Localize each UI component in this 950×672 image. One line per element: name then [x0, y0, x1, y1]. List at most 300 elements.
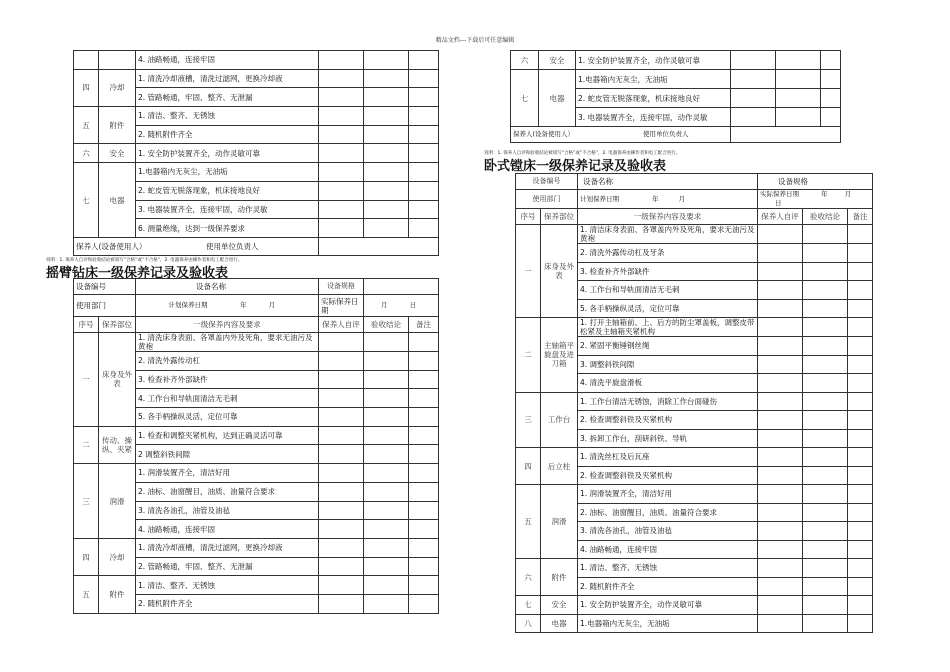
acceptance-cell[interactable] — [364, 200, 409, 219]
item-number: 三 — [516, 392, 541, 448]
item-part: 安全 — [539, 51, 576, 70]
item-requirement: 1. 清洗冷却液槽，清洗过滤网，更换冷却液 — [136, 69, 319, 88]
item-part: 床身及外表 — [99, 333, 136, 427]
user-dept-signature[interactable] — [731, 127, 841, 143]
self-eval-cell[interactable] — [758, 466, 803, 485]
item-requirement: 3. 拆卸工作台，刮研斜铁、导轨 — [578, 429, 758, 448]
item-requirement: 3. 清洗各油孔，油管及油毡 — [136, 501, 319, 520]
remark-cell[interactable] — [409, 69, 439, 88]
self-eval-cell[interactable] — [758, 540, 803, 559]
item-requirement: 1.电器箱内无灰尘，无油垢 — [136, 163, 319, 182]
acceptance-cell[interactable] — [776, 51, 821, 70]
actual-year: 年 — [821, 190, 828, 198]
user-dept-label: 使用单位负责人 — [643, 130, 689, 138]
self-eval-cell[interactable] — [731, 89, 776, 108]
self-eval-cell[interactable] — [319, 426, 364, 445]
left-note: 说明：1. 保养人自评和验收结论被项写“合格”或“不合格”，2. 电器保养由操作者和电工配合进行。 — [46, 258, 243, 263]
self-eval-cell[interactable] — [758, 596, 803, 615]
self-eval-cell[interactable] — [319, 538, 364, 557]
self-eval-cell[interactable] — [319, 520, 364, 539]
item-requirement: 1. 清洗床身表面、各罩盖内外及死角，要求无油污及黄袍 — [136, 333, 319, 352]
remark-cell[interactable] — [821, 108, 841, 127]
acceptance-cell[interactable] — [364, 370, 409, 389]
item-requirement: 5. 各手柄操纵灵活，定位可靠 — [578, 299, 758, 318]
remark-cell[interactable] — [409, 181, 439, 200]
acceptance-cell[interactable] — [803, 374, 848, 393]
maintainer-label: 保养人(设备使用人） — [76, 241, 147, 251]
acceptance-cell[interactable] — [364, 163, 409, 182]
col-content: 一级保养内容及要求 — [136, 317, 319, 333]
item-number: 四 — [516, 448, 541, 485]
self-eval-cell[interactable] — [319, 200, 364, 219]
item-requirement: 2. 清洗外露传动杠及牙条 — [578, 244, 758, 263]
remark-cell[interactable] — [848, 244, 873, 263]
actual-date-label: 实际保养日期 — [760, 190, 799, 198]
item-part — [99, 51, 136, 70]
self-eval-cell[interactable] — [758, 485, 803, 504]
right-form-title: 卧式镗床一级保养记录及验收表 — [484, 159, 667, 174]
self-eval-cell[interactable] — [758, 355, 803, 374]
remark-cell[interactable] — [848, 392, 873, 411]
acceptance-cell[interactable] — [364, 464, 409, 483]
self-eval-cell[interactable] — [319, 107, 364, 126]
self-eval-cell[interactable] — [319, 501, 364, 520]
item-part: 附件 — [99, 107, 136, 144]
remark-cell[interactable] — [409, 557, 439, 576]
self-eval-cell[interactable] — [758, 577, 803, 596]
remark-cell[interactable] — [848, 299, 873, 318]
self-eval-cell[interactable] — [731, 108, 776, 127]
remark-cell[interactable] — [409, 501, 439, 520]
acceptance-cell[interactable] — [364, 389, 409, 408]
self-eval-cell[interactable] — [758, 374, 803, 393]
acceptance-cell[interactable] — [364, 69, 409, 88]
item-number: 六 — [516, 559, 541, 596]
self-eval-cell[interactable] — [319, 88, 364, 107]
acceptance-cell[interactable] — [803, 225, 848, 244]
acceptance-cell[interactable] — [364, 107, 409, 126]
item-part: 主轴箱平旋盘及进刀箱 — [541, 318, 578, 393]
item-requirement: 4. 工作台和导轨面清洁无毛刺 — [136, 389, 319, 408]
item-requirement: 1. 工作台清洁无锈蚀，消除工作台面碰伤 — [578, 392, 758, 411]
self-eval-cell[interactable] — [758, 225, 803, 244]
self-eval-cell[interactable] — [319, 445, 364, 464]
device-spec-label: 设备规格 — [758, 174, 873, 190]
self-eval-cell[interactable] — [758, 448, 803, 467]
remark-cell[interactable] — [409, 520, 439, 539]
item-requirement: 4. 油路畅通，连接牢固 — [578, 540, 758, 559]
table-row — [516, 318, 873, 337]
remark-cell[interactable] — [848, 318, 873, 337]
acceptance-cell[interactable] — [364, 426, 409, 445]
acceptance-cell[interactable] — [803, 466, 848, 485]
self-eval-cell[interactable] — [319, 557, 364, 576]
right-note: 说明：1. 保养人自评和验收结论被项写“合格”或“不合格”，2. 电器保养由操作者和电工配合进行。 — [484, 151, 681, 156]
remark-cell[interactable] — [821, 89, 841, 108]
col-remark: 备注 — [409, 317, 439, 333]
self-eval-cell[interactable] — [758, 559, 803, 578]
right-continuation-table — [510, 50, 841, 143]
item-requirement: 2. 蛇皮管无脱落现象，机床接地良好 — [136, 181, 319, 200]
item-requirement: 1. 润滑装置齐全，清洁好用 — [578, 485, 758, 504]
acceptance-cell[interactable] — [364, 51, 409, 70]
acceptance-cell[interactable] — [803, 411, 848, 430]
remark-cell[interactable] — [409, 88, 439, 107]
item-requirement: 2. 油标、油窗醒目，油质、油量符合要求 — [578, 503, 758, 522]
right-maintenance-table — [515, 173, 873, 633]
col-no: 序号 — [74, 317, 99, 333]
remark-cell[interactable] — [409, 125, 439, 144]
maintainer-label: 保养人(设备使用人） — [513, 130, 575, 138]
user-dept-label: 使用单位负责人 — [206, 241, 259, 251]
item-part: 床身及外表 — [541, 225, 578, 318]
self-eval-cell[interactable] — [319, 594, 364, 613]
maintainer-signature[interactable] — [74, 237, 319, 255]
table-row — [516, 392, 873, 411]
self-eval-cell[interactable] — [758, 522, 803, 541]
item-requirement: 1. 清洁、整齐、无锈蚀 — [578, 559, 758, 578]
left-form-title: 摇臂钻床一级保养记录及验收表 — [46, 266, 229, 281]
actual-day: 日 — [775, 199, 782, 207]
remark-cell[interactable] — [848, 337, 873, 356]
self-eval-cell[interactable] — [319, 333, 364, 352]
signature-row — [74, 237, 439, 255]
table-row — [516, 559, 873, 578]
acceptance-cell[interactable] — [803, 299, 848, 318]
remark-cell[interactable] — [409, 538, 439, 557]
device-name-label: 设备名称 — [578, 174, 758, 190]
remark-cell[interactable] — [409, 576, 439, 595]
actual-month: 月 — [844, 190, 852, 198]
item-part: 冷却 — [99, 538, 136, 575]
device-spec-value[interactable] — [364, 279, 439, 295]
self-eval-cell[interactable] — [319, 408, 364, 427]
item-number: 三 — [74, 464, 99, 539]
maintainer-signature[interactable] — [511, 127, 731, 143]
self-eval-cell[interactable] — [319, 51, 364, 70]
item-requirement: 2. 随机附件齐全 — [136, 125, 319, 144]
self-eval-cell[interactable] — [319, 144, 364, 163]
plan-date-label: 计划保养日期 — [580, 194, 619, 203]
item-number — [74, 51, 99, 70]
item-number: 七 — [74, 163, 99, 238]
plan-year: 年 — [240, 301, 247, 309]
acceptance-cell[interactable] — [803, 337, 848, 356]
acceptance-cell[interactable] — [776, 108, 821, 127]
remark-cell[interactable] — [409, 352, 439, 371]
actual-date-cell[interactable] — [364, 295, 439, 317]
acceptance-cell[interactable] — [803, 503, 848, 522]
self-eval-cell[interactable] — [319, 370, 364, 389]
table-row — [511, 51, 841, 70]
acceptance-cell[interactable] — [776, 89, 821, 108]
acceptance-cell[interactable] — [776, 70, 821, 89]
acceptance-cell[interactable] — [803, 485, 848, 504]
item-requirement: 2. 紧固平衡锤钢丝绳 — [578, 337, 758, 356]
remark-cell[interactable] — [409, 144, 439, 163]
remark-cell[interactable] — [848, 355, 873, 374]
acceptance-cell[interactable] — [803, 281, 848, 300]
table-row — [74, 144, 439, 163]
item-part: 电器 — [539, 70, 576, 127]
item-requirement: 2. 检查调整斜铁及夹紧机构 — [578, 466, 758, 485]
table-row — [74, 576, 439, 595]
item-requirement: 2. 油标、油窗醒目，油质、油量符合要求 — [136, 482, 319, 501]
acceptance-cell[interactable] — [803, 614, 848, 633]
acceptance-cell[interactable] — [364, 576, 409, 595]
item-part: 润滑 — [99, 464, 136, 539]
remark-cell[interactable] — [848, 466, 873, 485]
user-dept-signature[interactable] — [319, 237, 439, 255]
item-requirement: 1.电器箱内无灰尘，无油垢 — [576, 70, 731, 89]
item-number: 四 — [74, 69, 99, 106]
self-eval-cell[interactable] — [758, 318, 803, 337]
acceptance-cell[interactable] — [364, 408, 409, 427]
item-requirement: 1. 安全防护装置齐全，动作灵敏可靠 — [576, 51, 731, 70]
remark-cell[interactable] — [848, 522, 873, 541]
item-requirement: 1. 清洁、整齐、无锈蚀 — [136, 107, 319, 126]
remark-cell[interactable] — [848, 448, 873, 467]
remark-cell[interactable] — [821, 70, 841, 89]
item-number: 一 — [74, 333, 99, 427]
self-eval-cell[interactable] — [731, 70, 776, 89]
table-row — [74, 538, 439, 557]
item-requirement: 3. 清洗各油孔，油管及油毡 — [578, 522, 758, 541]
remark-cell[interactable] — [409, 370, 439, 389]
remark-cell[interactable] — [848, 485, 873, 504]
remark-cell[interactable] — [848, 262, 873, 281]
plan-month: 月 — [678, 194, 686, 203]
remark-cell[interactable] — [409, 426, 439, 445]
remark-cell[interactable] — [821, 51, 841, 70]
item-part: 冷却 — [99, 69, 136, 106]
item-requirement: 1. 润滑装置齐全，清洁好用 — [136, 464, 319, 483]
item-part: 后立柱 — [541, 448, 578, 485]
acceptance-cell[interactable] — [364, 538, 409, 557]
remark-cell[interactable] — [409, 445, 439, 464]
self-eval-cell[interactable] — [758, 337, 803, 356]
remark-cell[interactable] — [409, 408, 439, 427]
acceptance-cell[interactable] — [364, 352, 409, 371]
acceptance-cell[interactable] — [803, 540, 848, 559]
col-part: 保养部位 — [541, 209, 578, 225]
item-number: 一 — [516, 225, 541, 318]
acceptance-cell[interactable] — [803, 522, 848, 541]
item-number: 五 — [74, 107, 99, 144]
self-eval-cell[interactable] — [758, 429, 803, 448]
item-part: 工作台 — [541, 392, 578, 448]
item-requirement: 1. 打开主轴箱前、上、后方的防尘罩盖板，调整皮带松紧及主轴箱夹紧机构 — [578, 318, 758, 337]
remark-cell[interactable] — [409, 51, 439, 70]
item-part: 润滑 — [541, 485, 578, 559]
remark-cell[interactable] — [848, 225, 873, 244]
remark-cell[interactable] — [409, 333, 439, 352]
device-no-label: 设备编号 — [74, 279, 136, 295]
item-number: 五 — [516, 485, 541, 559]
self-eval-cell[interactable] — [758, 299, 803, 318]
item-requirement: 2. 蛇皮管无脱落现象，机床接地良好 — [576, 89, 731, 108]
col-acceptance: 验收结论 — [803, 209, 848, 225]
acceptance-cell[interactable] — [803, 355, 848, 374]
acceptance-cell[interactable] — [364, 520, 409, 539]
item-requirement: 1. 安全防护装置齐全，动作灵敏可靠 — [578, 596, 758, 615]
table-row — [74, 69, 439, 88]
item-part: 电器 — [99, 163, 136, 238]
remark-cell[interactable] — [409, 163, 439, 182]
actual-date-cell[interactable] — [758, 190, 873, 209]
item-requirement: 1. 清洗丝杠及后瓦座 — [578, 448, 758, 467]
acceptance-cell[interactable] — [364, 594, 409, 613]
self-eval-cell[interactable] — [319, 352, 364, 371]
remark-cell[interactable] — [848, 577, 873, 596]
acceptance-cell[interactable] — [803, 244, 848, 263]
acceptance-cell[interactable] — [364, 557, 409, 576]
item-requirement: 2. 管路畅通，牢固、整齐、无泄漏 — [136, 557, 319, 576]
acceptance-cell[interactable] — [364, 144, 409, 163]
acceptance-cell[interactable] — [803, 596, 848, 615]
item-requirement: 1.电器箱内无灰尘，无油垢 — [578, 614, 758, 633]
self-eval-cell[interactable] — [319, 219, 364, 238]
item-requirement: 6. 测量绝缘，达到一级保养要求 — [136, 219, 319, 238]
self-eval-cell[interactable] — [319, 389, 364, 408]
item-requirement: 2. 检查调整斜铁及夹紧机构 — [578, 411, 758, 430]
acceptance-cell[interactable] — [364, 501, 409, 520]
remark-cell[interactable] — [409, 464, 439, 483]
item-requirement: 3. 电器装置齐全，连接牢固，动作灵敏 — [136, 200, 319, 219]
item-part: 附件 — [99, 576, 136, 613]
self-eval-cell[interactable] — [758, 244, 803, 263]
self-eval-cell[interactable] — [319, 576, 364, 595]
col-self-eval: 保养人自评 — [758, 209, 803, 225]
item-requirement: 2. 清洗外露传动杠 — [136, 352, 319, 371]
item-requirement: 3. 电器装置齐全，连接牢固，动作灵敏 — [576, 108, 731, 127]
self-eval-cell[interactable] — [319, 181, 364, 200]
plan-month: 月 — [268, 301, 276, 309]
table-row — [74, 464, 439, 483]
col-self-eval: 保养人自评 — [319, 317, 364, 333]
item-requirement: 2. 随机附件齐全 — [136, 594, 319, 613]
actual-date-label: 实际保养日期 — [319, 295, 364, 317]
item-requirement: 1. 清洗冷却液槽，清洗过滤网，更换冷却液 — [136, 538, 319, 557]
table-row — [516, 614, 873, 633]
acceptance-cell[interactable] — [364, 219, 409, 238]
col-content: 一级保养内容及要求 — [578, 209, 758, 225]
self-eval-cell[interactable] — [319, 69, 364, 88]
remark-cell[interactable] — [848, 503, 873, 522]
self-eval-cell[interactable] — [758, 392, 803, 411]
item-requirement: 1. 清洁床身表面、各罩盖内外及死角，要求无油污及黄袍 — [578, 225, 758, 244]
remark-cell[interactable] — [848, 281, 873, 300]
table-row — [74, 163, 439, 182]
acceptance-cell[interactable] — [803, 262, 848, 281]
item-number: 七 — [516, 596, 541, 615]
item-requirement: 3. 检查补齐外部缺件 — [578, 262, 758, 281]
table-row — [74, 426, 439, 445]
self-eval-cell[interactable] — [758, 503, 803, 522]
remark-cell[interactable] — [409, 107, 439, 126]
acceptance-cell[interactable] — [364, 333, 409, 352]
remark-cell[interactable] — [409, 482, 439, 501]
item-part: 附件 — [541, 559, 578, 596]
acceptance-cell[interactable] — [803, 577, 848, 596]
table-row — [74, 333, 439, 352]
self-eval-cell[interactable] — [758, 614, 803, 633]
item-number: 六 — [74, 144, 99, 163]
acceptance-cell[interactable] — [803, 392, 848, 411]
table-row — [74, 107, 439, 126]
plan-date-label: 计划保养日期 — [168, 301, 208, 309]
self-eval-cell[interactable] — [319, 482, 364, 501]
acceptance-cell[interactable] — [803, 559, 848, 578]
self-eval-cell[interactable] — [758, 411, 803, 430]
item-requirement: 3. 调整斜铁间隙 — [578, 355, 758, 374]
acceptance-cell[interactable] — [364, 88, 409, 107]
item-requirement: 4. 油路畅通，连接牢固 — [136, 51, 319, 70]
self-eval-cell[interactable] — [319, 464, 364, 483]
acceptance-cell[interactable] — [364, 125, 409, 144]
table-row — [74, 51, 439, 70]
item-number: 二 — [74, 426, 99, 463]
item-number: 六 — [511, 51, 539, 70]
self-eval-cell[interactable] — [758, 281, 803, 300]
item-requirement: 1. 安全防护装置齐全，动作灵敏可靠 — [136, 144, 319, 163]
plan-year: 年 — [652, 194, 659, 203]
acceptance-cell[interactable] — [803, 448, 848, 467]
self-eval-cell[interactable] — [758, 262, 803, 281]
remark-cell[interactable] — [409, 389, 439, 408]
remark-cell[interactable] — [848, 596, 873, 615]
item-part: 安全 — [99, 144, 136, 163]
item-number: 八 — [516, 614, 541, 633]
plan-date-cell[interactable] — [578, 190, 758, 209]
remark-cell[interactable] — [848, 429, 873, 448]
acceptance-cell[interactable] — [364, 482, 409, 501]
remark-cell[interactable] — [848, 614, 873, 633]
signature-row — [511, 127, 841, 143]
remark-cell[interactable] — [848, 540, 873, 559]
self-eval-cell[interactable] — [319, 163, 364, 182]
actual-day: 日 — [409, 301, 417, 309]
col-part: 保养部位 — [99, 317, 136, 333]
item-number: 七 — [511, 70, 539, 127]
item-requirement: 3. 检查补齐外部缺件 — [136, 370, 319, 389]
remark-cell[interactable] — [409, 200, 439, 219]
page-header: 精品文档---下载后可任意编辑 — [435, 37, 515, 44]
item-number: 五 — [74, 576, 99, 613]
remark-cell[interactable] — [409, 219, 439, 238]
item-requirement: 1. 清洁、整齐、无锈蚀 — [136, 576, 319, 595]
remark-cell[interactable] — [848, 411, 873, 430]
self-eval-cell[interactable] — [731, 51, 776, 70]
remark-cell[interactable] — [848, 374, 873, 393]
remark-cell[interactable] — [409, 594, 439, 613]
acceptance-cell[interactable] — [364, 445, 409, 464]
item-requirement: 2. 管路畅通，牢固、整齐、无泄漏 — [136, 88, 319, 107]
acceptance-cell[interactable] — [364, 181, 409, 200]
device-no-label: 设备编号 — [516, 174, 578, 190]
remark-cell[interactable] — [848, 559, 873, 578]
plan-date-cell[interactable] — [136, 295, 319, 317]
dept-label: 使用部门 — [516, 190, 578, 209]
table-row — [511, 70, 841, 89]
table-row — [516, 448, 873, 467]
acceptance-cell[interactable] — [803, 429, 848, 448]
item-part: 安全 — [541, 596, 578, 615]
left-continuation-table — [73, 50, 439, 256]
self-eval-cell[interactable] — [319, 125, 364, 144]
acceptance-cell[interactable] — [803, 318, 848, 337]
item-requirement: 4. 清洗平旋盘滑板 — [578, 374, 758, 393]
